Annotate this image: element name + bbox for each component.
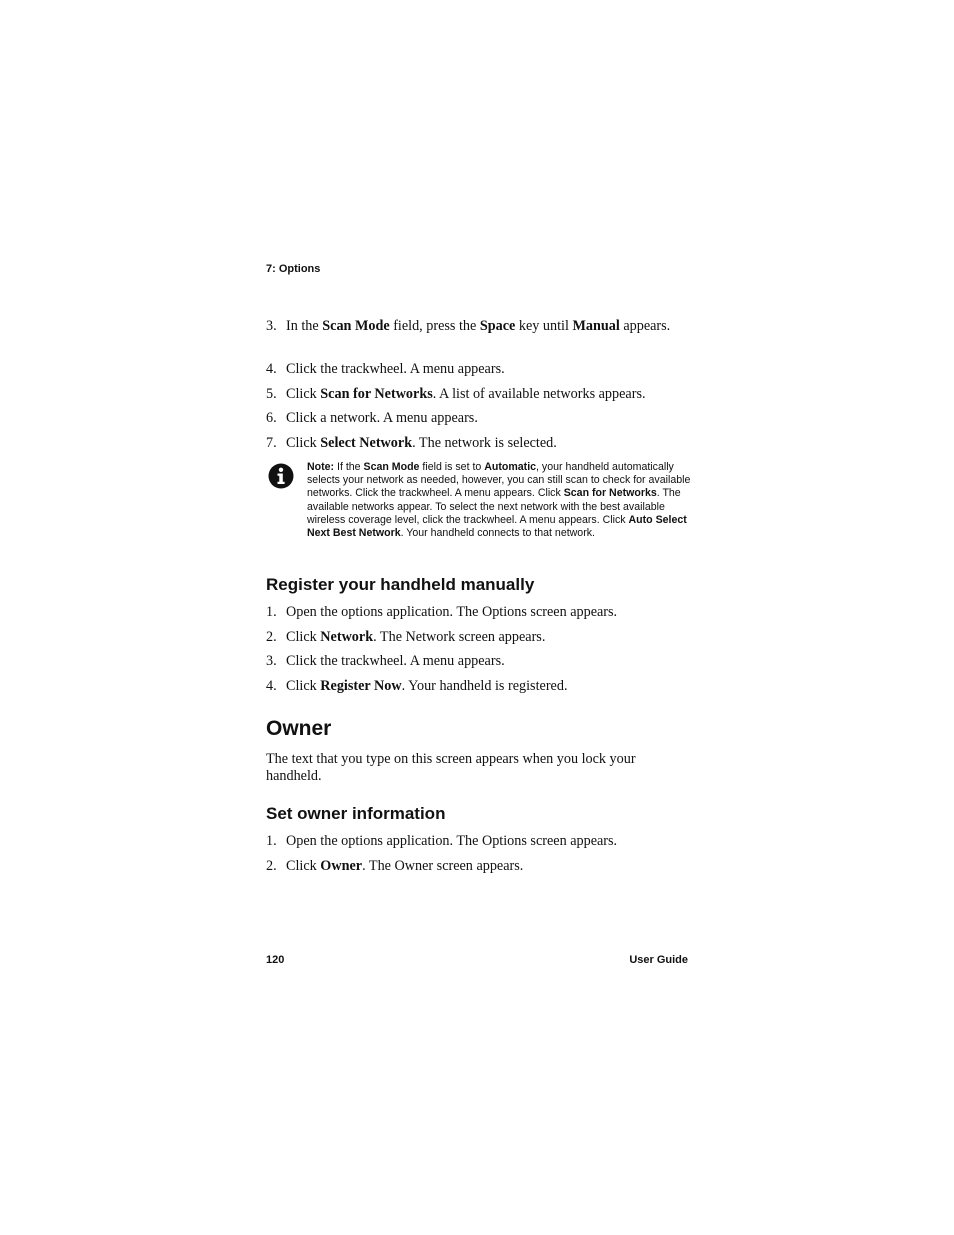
section-heading-set-owner: Set owner information (266, 804, 446, 823)
footer-guide-title: User Guide (629, 954, 688, 966)
note-text: Note: If the Scan Mode field is set to Automatic, your handheld automatically selects your network as needed, however, you can still scan to check for available networks. Click the trackwheel. A menu appears. Click Scan for Networks. The available networks appear. To select the next network with the best available wireless coverage level, click the trackwheel. A menu appears. Click Auto Select Next Best Network. Your handheld connects to that network. (307, 461, 691, 540)
section-heading-owner: Owner (266, 717, 332, 740)
chapter-header: 7: Options (266, 263, 321, 275)
owner-intro: The text that you type on this screen appears when you lock your handheld. (266, 751, 636, 784)
page-number: 120 (266, 954, 285, 966)
section-heading-register: Register your handheld manually (266, 575, 535, 594)
info-icon (268, 463, 294, 489)
